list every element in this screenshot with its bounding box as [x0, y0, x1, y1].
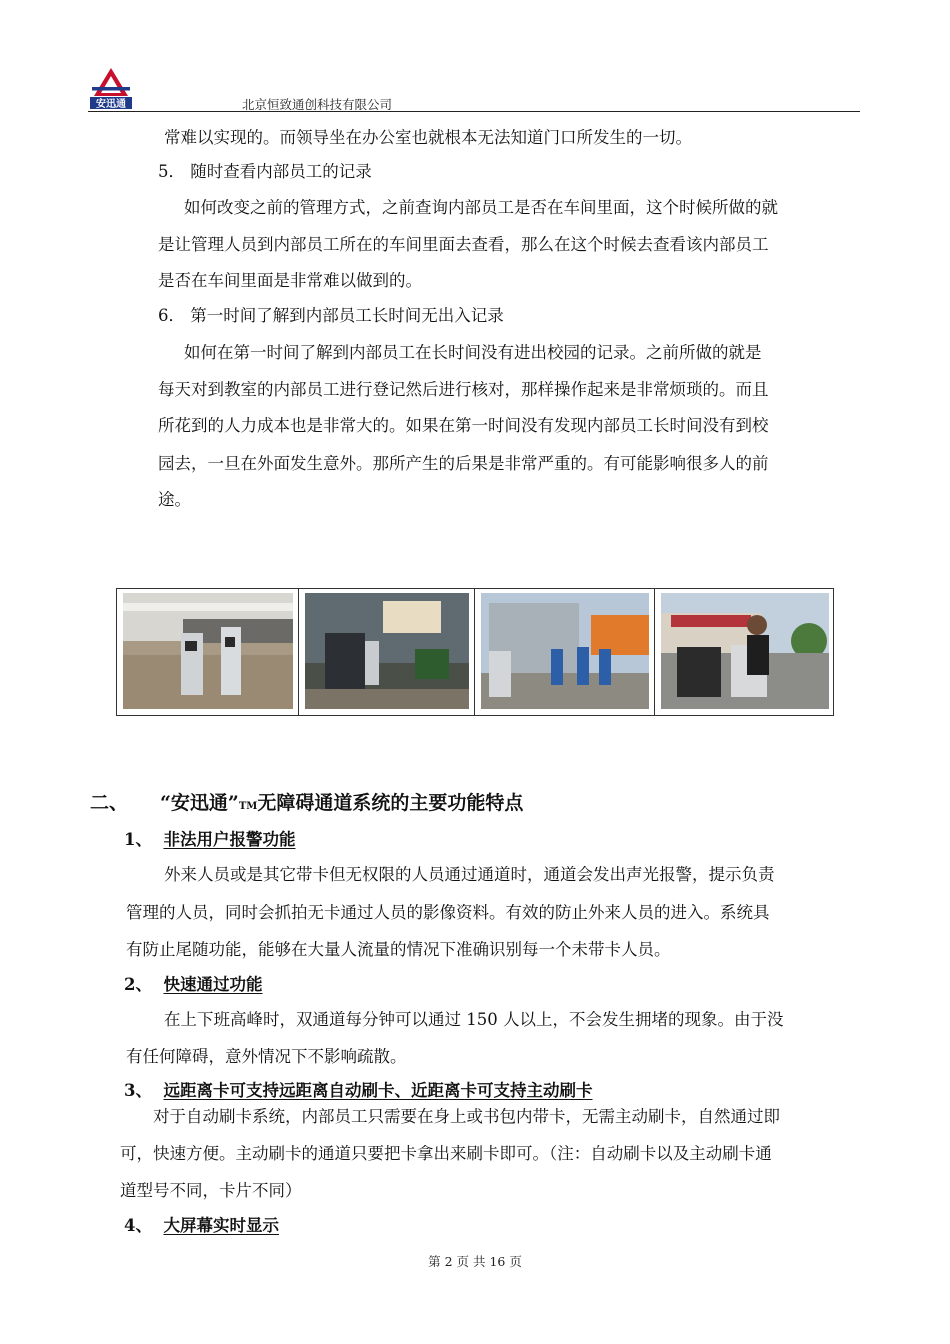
paragraph-line: 有防止尾随功能，能够在大量人流量的情况下准确识别每一个未带卡人员。: [126, 940, 671, 959]
photo-person-at-gate: [655, 589, 835, 715]
paragraph-line: 是让管理人员到内部员工所在的车间里面去查看，那么在这个时候去查看该内部员工: [158, 235, 769, 254]
photo-gate-entrance: [299, 589, 475, 715]
company-name: 北京恒致通创科技有限公司: [242, 97, 393, 112]
feature-title: 快速通过功能: [163, 975, 263, 994]
page-number: 第 2 页 共 16 页: [428, 1254, 522, 1269]
paragraph-line: 常难以实现的。而领导坐在办公室也就根本无法知道门口所发生的一切。: [164, 128, 692, 147]
paragraph-line: 可，快速方便。主动刷卡的通道只要把卡拿出来刷卡即可。（注：自动刷卡以及主动刷卡通: [120, 1144, 772, 1163]
paragraph-line: 所花到的人力成本也是非常大的。如果在第一时间没有发现内部员工长时间没有到校: [158, 416, 769, 435]
item-5-title: 5． 随时查看内部员工的记录: [158, 162, 372, 181]
feature-number: 3、: [124, 1081, 152, 1100]
feature-number: 1、: [124, 830, 152, 849]
section-title-brand: “安迅通”: [160, 792, 239, 814]
paragraph-line: 每天对到教室的内部员工进行登记然后进行核对，那样操作起来是非常烦琐的。而且: [158, 380, 769, 399]
paragraph-line: 对于自动刷卡系统，内部员工只需要在身上或书包内带卡，无需主动刷卡，自然通过即: [153, 1107, 780, 1126]
feature-1-heading: [124, 826, 295, 850]
svg-text:安迅通: 安迅通: [96, 99, 126, 110]
paragraph-line: 是否在车间里面是非常难以做到的。: [158, 271, 422, 290]
trademark-mark: TM: [238, 801, 258, 812]
feature-3-heading: [124, 1077, 592, 1101]
section-title-text: 无障碍通道系统的主要功能特点: [257, 792, 524, 814]
photo-outdoor-workers: [475, 589, 655, 715]
paragraph-line: 道型号不同，卡片不同）: [120, 1181, 302, 1200]
company-logo: [88, 66, 134, 110]
paragraph-line: 管理的人员，同时会抓拍无卡通过人员的影像资料。有效的防止外来人员的进入。系统具: [126, 903, 770, 922]
feature-2-heading: [124, 971, 262, 995]
section-title: [160, 788, 523, 815]
paragraph-line: 外来人员或是其它带卡但无权限的人员通过通道时，通道会发出声光报警，提示负责: [164, 865, 775, 884]
feature-title: 远距离卡可支持远距离自动刷卡、近距离卡可支持主动刷卡: [163, 1081, 593, 1100]
item-6-title: 6． 第一时间了解到内部员工长时间无出入记录: [158, 306, 504, 325]
feature-number: 2、: [124, 975, 152, 994]
paragraph-line: 园去，一旦在外面发生意外。那所产生的后果是非常严重的。有可能影响很多人的前: [158, 454, 769, 473]
photo-lobby-turnstile: [117, 589, 299, 715]
feature-title: 大屏幕实时显示: [163, 1216, 279, 1235]
paragraph-line: 如何在第一时间了解到内部员工在长时间没有进出校园的记录。之前所做的就是: [184, 343, 762, 362]
paragraph-line: 有任何障碍，意外情况下不影响疏散。: [126, 1047, 407, 1066]
paragraph-line: 途。: [158, 490, 191, 509]
paragraph-line: 在上下班高峰时，双通道每分钟可以通过 150 人以上，不会发生拥堵的现象。由于没: [164, 1010, 784, 1029]
feature-title: 非法用户报警功能: [163, 830, 296, 849]
photo-strip: [116, 588, 834, 716]
feature-4-heading: [124, 1212, 279, 1236]
paragraph-line: 如何改变之前的管理方式，之前查询内部员工是否在车间里面，这个时候所做的就: [184, 198, 778, 217]
section-number: 二、: [90, 792, 129, 814]
header-rule: [88, 111, 860, 112]
feature-number: 4、: [124, 1216, 152, 1235]
